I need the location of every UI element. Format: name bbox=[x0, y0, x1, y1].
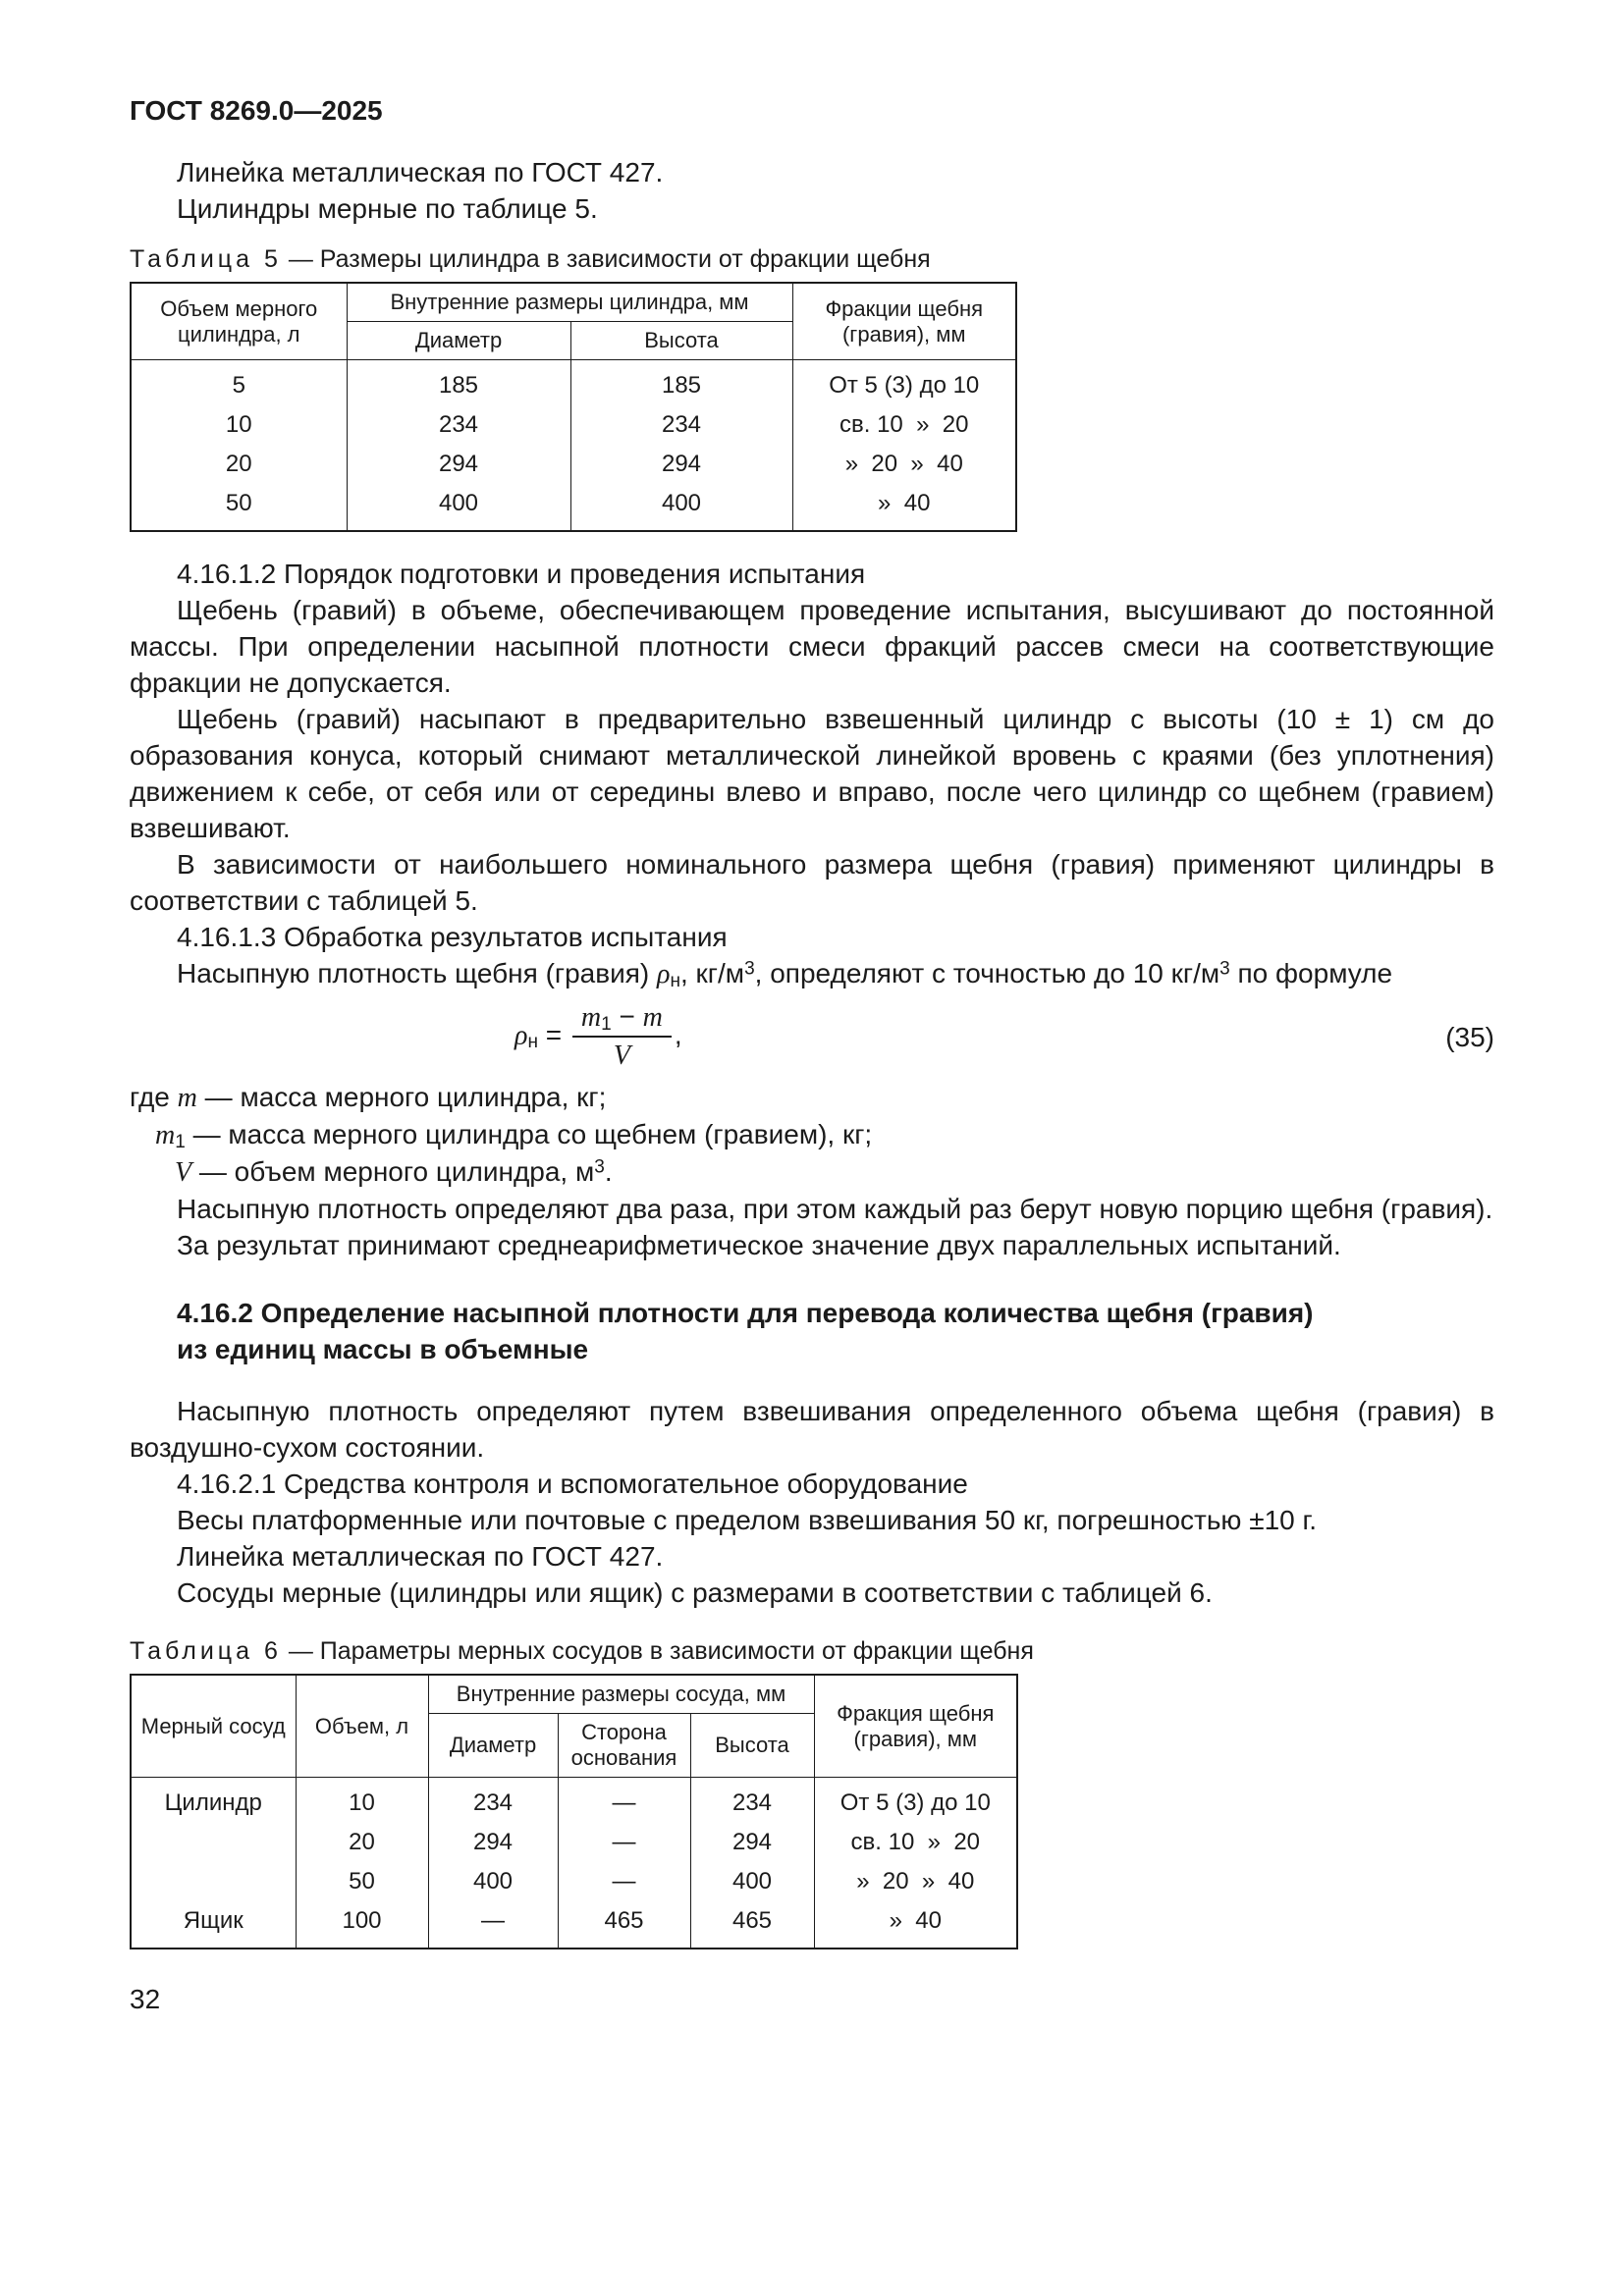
table-cell: 10 bbox=[296, 1778, 428, 1823]
table-cell: 185 bbox=[570, 360, 792, 405]
equals-sign: = bbox=[537, 1019, 569, 1050]
table-cell bbox=[131, 1822, 296, 1861]
table5-header-volume: Объем мерного цилиндра, л bbox=[131, 283, 347, 360]
comma: , bbox=[674, 1019, 682, 1050]
table6-header-volume: Объем, л bbox=[296, 1675, 428, 1778]
table-cell: » 20 » 40 bbox=[814, 1861, 1017, 1900]
table-row bbox=[131, 483, 1016, 531]
text-run: Насыпную плотность щебня (гравия) bbox=[177, 958, 658, 988]
table-cell: 5 bbox=[131, 360, 347, 405]
table6-head bbox=[131, 1675, 1017, 1778]
page-number: 32 bbox=[130, 1984, 161, 2014]
heading-line: 4.16.2 Определение насыпной плотности для перевода количества щебня (гравия) bbox=[177, 1298, 1314, 1328]
where-line-m bbox=[130, 1079, 1494, 1116]
variable-v: V bbox=[175, 1157, 192, 1188]
formula-number: (35) bbox=[1445, 1021, 1494, 1052]
variable-m: m bbox=[642, 1002, 663, 1033]
superscript: 3 bbox=[594, 1156, 605, 1178]
rho-symbol: ρ bbox=[514, 1020, 528, 1051]
text-run: — масса мерного цилиндра, кг; bbox=[196, 1082, 607, 1112]
table-row bbox=[131, 360, 1016, 405]
table-cell: св. 10 » 20 bbox=[814, 1822, 1017, 1861]
text-run: , определяют с точностью до 10 кг/м bbox=[754, 958, 1220, 988]
variable-m1: m bbox=[155, 1120, 176, 1150]
table-cell: Цилиндр bbox=[131, 1778, 296, 1823]
paragraph: Насыпную плотность определяют два раза, при этом каждый раз берут новую порцию щебня (гравия). bbox=[177, 1194, 1493, 1224]
rho-symbol: ρ bbox=[657, 959, 671, 989]
table-6 bbox=[130, 1674, 1018, 1949]
paragraph: В зависимости от наибольшего номинального размера щебня (гравия) применяют цилиндры в соответствии с таблицей 5. bbox=[130, 849, 1494, 916]
table-cell: — bbox=[558, 1778, 690, 1823]
table-cell: 294 bbox=[347, 444, 570, 483]
variable-m1: m bbox=[580, 1002, 602, 1033]
fraction-denominator bbox=[572, 1038, 672, 1071]
variable-v: V bbox=[613, 1041, 630, 1071]
paragraph: Насыпную плотность определяют путем взвешивания определенного объема щебня (гравия) в воздушно-сухом состоянии. bbox=[130, 1396, 1494, 1463]
paragraph-ruler: Линейка металлическая по ГОСТ 427. bbox=[177, 157, 664, 187]
table5-caption bbox=[130, 244, 1494, 274]
superscript: 3 bbox=[744, 958, 755, 980]
table6-header-diameter: Диаметр bbox=[428, 1714, 558, 1778]
table6-header-row-1 bbox=[131, 1675, 1017, 1714]
where-line-v bbox=[130, 1153, 1494, 1191]
subscript-1: 1 bbox=[175, 1131, 186, 1152]
table-cell: — bbox=[558, 1861, 690, 1900]
table-cell: 50 bbox=[131, 483, 347, 531]
table5-caption-text: — Размеры цилиндра в зависимости от фракции щебня bbox=[288, 245, 931, 273]
heading-4-16-1-3: 4.16.1.3 Обработка результатов испытания bbox=[177, 922, 728, 952]
table-cell: » 40 bbox=[814, 1900, 1017, 1949]
text-run: — объем мерного цилиндра, м bbox=[191, 1156, 595, 1187]
table-cell: 465 bbox=[690, 1900, 814, 1949]
table5-body bbox=[131, 360, 1016, 532]
heading-4-16-1-2: 4.16.1.2 Порядок подготовки и проведения испытания bbox=[177, 559, 866, 589]
table-cell: 294 bbox=[690, 1822, 814, 1861]
table6-caption-text: — Параметры мерных сосудов в зависимости от фракции щебня bbox=[288, 1637, 1034, 1665]
text-run: . bbox=[604, 1156, 613, 1187]
table6-header-base-side: Сторона основания bbox=[558, 1714, 690, 1778]
heading-4-16-2-1: 4.16.2.1 Средства контроля и вспомогательное оборудование bbox=[177, 1468, 968, 1499]
table-cell: 234 bbox=[570, 404, 792, 444]
table-cell: 234 bbox=[347, 404, 570, 444]
table5-header-height: Высота bbox=[570, 322, 792, 360]
formula-expression bbox=[514, 1002, 682, 1071]
fraction bbox=[572, 1002, 672, 1071]
paragraph: Линейка металлическая по ГОСТ 427. bbox=[177, 1541, 664, 1572]
table-cell: 294 bbox=[428, 1822, 558, 1861]
table6-header-height: Высота bbox=[690, 1714, 814, 1778]
table6-body bbox=[131, 1778, 1017, 1949]
table-cell: От 5 (3) до 10 bbox=[792, 360, 1016, 405]
superscript: 3 bbox=[1219, 958, 1230, 980]
subscript-1: 1 bbox=[601, 1013, 612, 1035]
text-run: по формуле bbox=[1229, 958, 1393, 988]
text-run: — масса мерного цилиндра со щебнем (гравием), кг; bbox=[185, 1119, 873, 1149]
paragraph: Сосуды мерные (цилиндры или ящик) с размерами в соответствии с таблицей 6. bbox=[177, 1577, 1213, 1608]
table-cell: 400 bbox=[570, 483, 792, 531]
table-cell: » 20 » 40 bbox=[792, 444, 1016, 483]
paragraph-cylinders: Цилиндры мерные по таблице 5. bbox=[177, 193, 598, 224]
table-cell: Ящик bbox=[131, 1900, 296, 1949]
table-cell: 465 bbox=[558, 1900, 690, 1949]
paragraph: Щебень (гравий) в объеме, обеспечивающем проведение испытания, высушивают до постоянной массы. При определении насыпной плотности смеси фракций рассев смеси на соответствующие фракции не допускается. bbox=[130, 595, 1494, 698]
table-cell: От 5 (3) до 10 bbox=[814, 1778, 1017, 1823]
table6-caption-label: Таблица 6 bbox=[130, 1637, 282, 1665]
table-cell: 50 bbox=[296, 1861, 428, 1900]
table-row bbox=[131, 444, 1016, 483]
minus-sign: − bbox=[611, 1001, 643, 1032]
table-cell: 20 bbox=[296, 1822, 428, 1861]
text-run: где bbox=[130, 1082, 178, 1112]
table5-head bbox=[131, 283, 1016, 360]
table-cell: 294 bbox=[570, 444, 792, 483]
table-row bbox=[131, 1900, 1017, 1949]
table-cell: 10 bbox=[131, 404, 347, 444]
formula-35 bbox=[130, 1002, 1494, 1071]
table-cell bbox=[131, 1861, 296, 1900]
table-cell: 400 bbox=[428, 1861, 558, 1900]
table-cell: 400 bbox=[347, 483, 570, 531]
rho-subscript: н bbox=[527, 1032, 538, 1053]
variable-m: m bbox=[177, 1083, 197, 1113]
table-cell: св. 10 » 20 bbox=[792, 404, 1016, 444]
table-cell: 400 bbox=[690, 1861, 814, 1900]
table-cell: — bbox=[428, 1900, 558, 1949]
table-cell: 185 bbox=[347, 360, 570, 405]
table-row bbox=[131, 1822, 1017, 1861]
table-cell: 234 bbox=[690, 1778, 814, 1823]
fraction-numerator bbox=[572, 1002, 672, 1038]
paragraph: Весы платформенные или почтовые с пределом взвешивания 50 кг, погрешностью ±10 г. bbox=[177, 1505, 1318, 1535]
table-cell: 20 bbox=[131, 444, 347, 483]
table5-header-fraction: Фракции щебня (гравия), мм bbox=[792, 283, 1016, 360]
table6-caption bbox=[130, 1636, 1494, 1666]
table-row bbox=[131, 1778, 1017, 1823]
table5-header-diameter: Диаметр bbox=[347, 322, 570, 360]
paragraph: Щебень (гравий) насыпают в предварительно взвешенный цилиндр с высоты (10 ± 1) см до образования конуса, который снимают металлической линейкой вровень с краями (без уплотнения) движением к себе, от себя или от середины влево и вправо, после чего цилиндр со щебнем (гравием) взвешивают. bbox=[130, 704, 1494, 843]
table-row bbox=[131, 1861, 1017, 1900]
heading-line: из единиц массы в объемные bbox=[177, 1334, 589, 1364]
formula-intro bbox=[130, 955, 1494, 992]
table6-header-inner-sizes: Внутренние размеры сосуда, мм bbox=[428, 1675, 814, 1714]
heading-4-16-2 bbox=[130, 1295, 1494, 1367]
table-cell: — bbox=[558, 1822, 690, 1861]
table-cell: » 40 bbox=[792, 483, 1016, 531]
text-run: , кг/м bbox=[680, 958, 745, 988]
table-row bbox=[131, 404, 1016, 444]
paragraph: За результат принимают среднеарифметическое значение двух параллельных испытаний. bbox=[177, 1230, 1341, 1260]
table5-caption-label: Таблица 5 bbox=[130, 245, 282, 273]
table-5 bbox=[130, 282, 1017, 532]
table-cell: 234 bbox=[428, 1778, 558, 1823]
document-header: ГОСТ 8269.0—2025 bbox=[130, 95, 383, 126]
table5-header-inner-sizes: Внутренние размеры цилиндра, мм bbox=[347, 283, 792, 322]
where-line-m1 bbox=[130, 1116, 1494, 1153]
table6-header-fraction: Фракция щебня (гравия), мм bbox=[814, 1675, 1017, 1778]
table-cell: 100 bbox=[296, 1900, 428, 1949]
table5-header-row-1 bbox=[131, 283, 1016, 322]
table6-header-vessel: Мерный сосуд bbox=[131, 1675, 296, 1778]
rho-subscript: н bbox=[670, 970, 680, 991]
